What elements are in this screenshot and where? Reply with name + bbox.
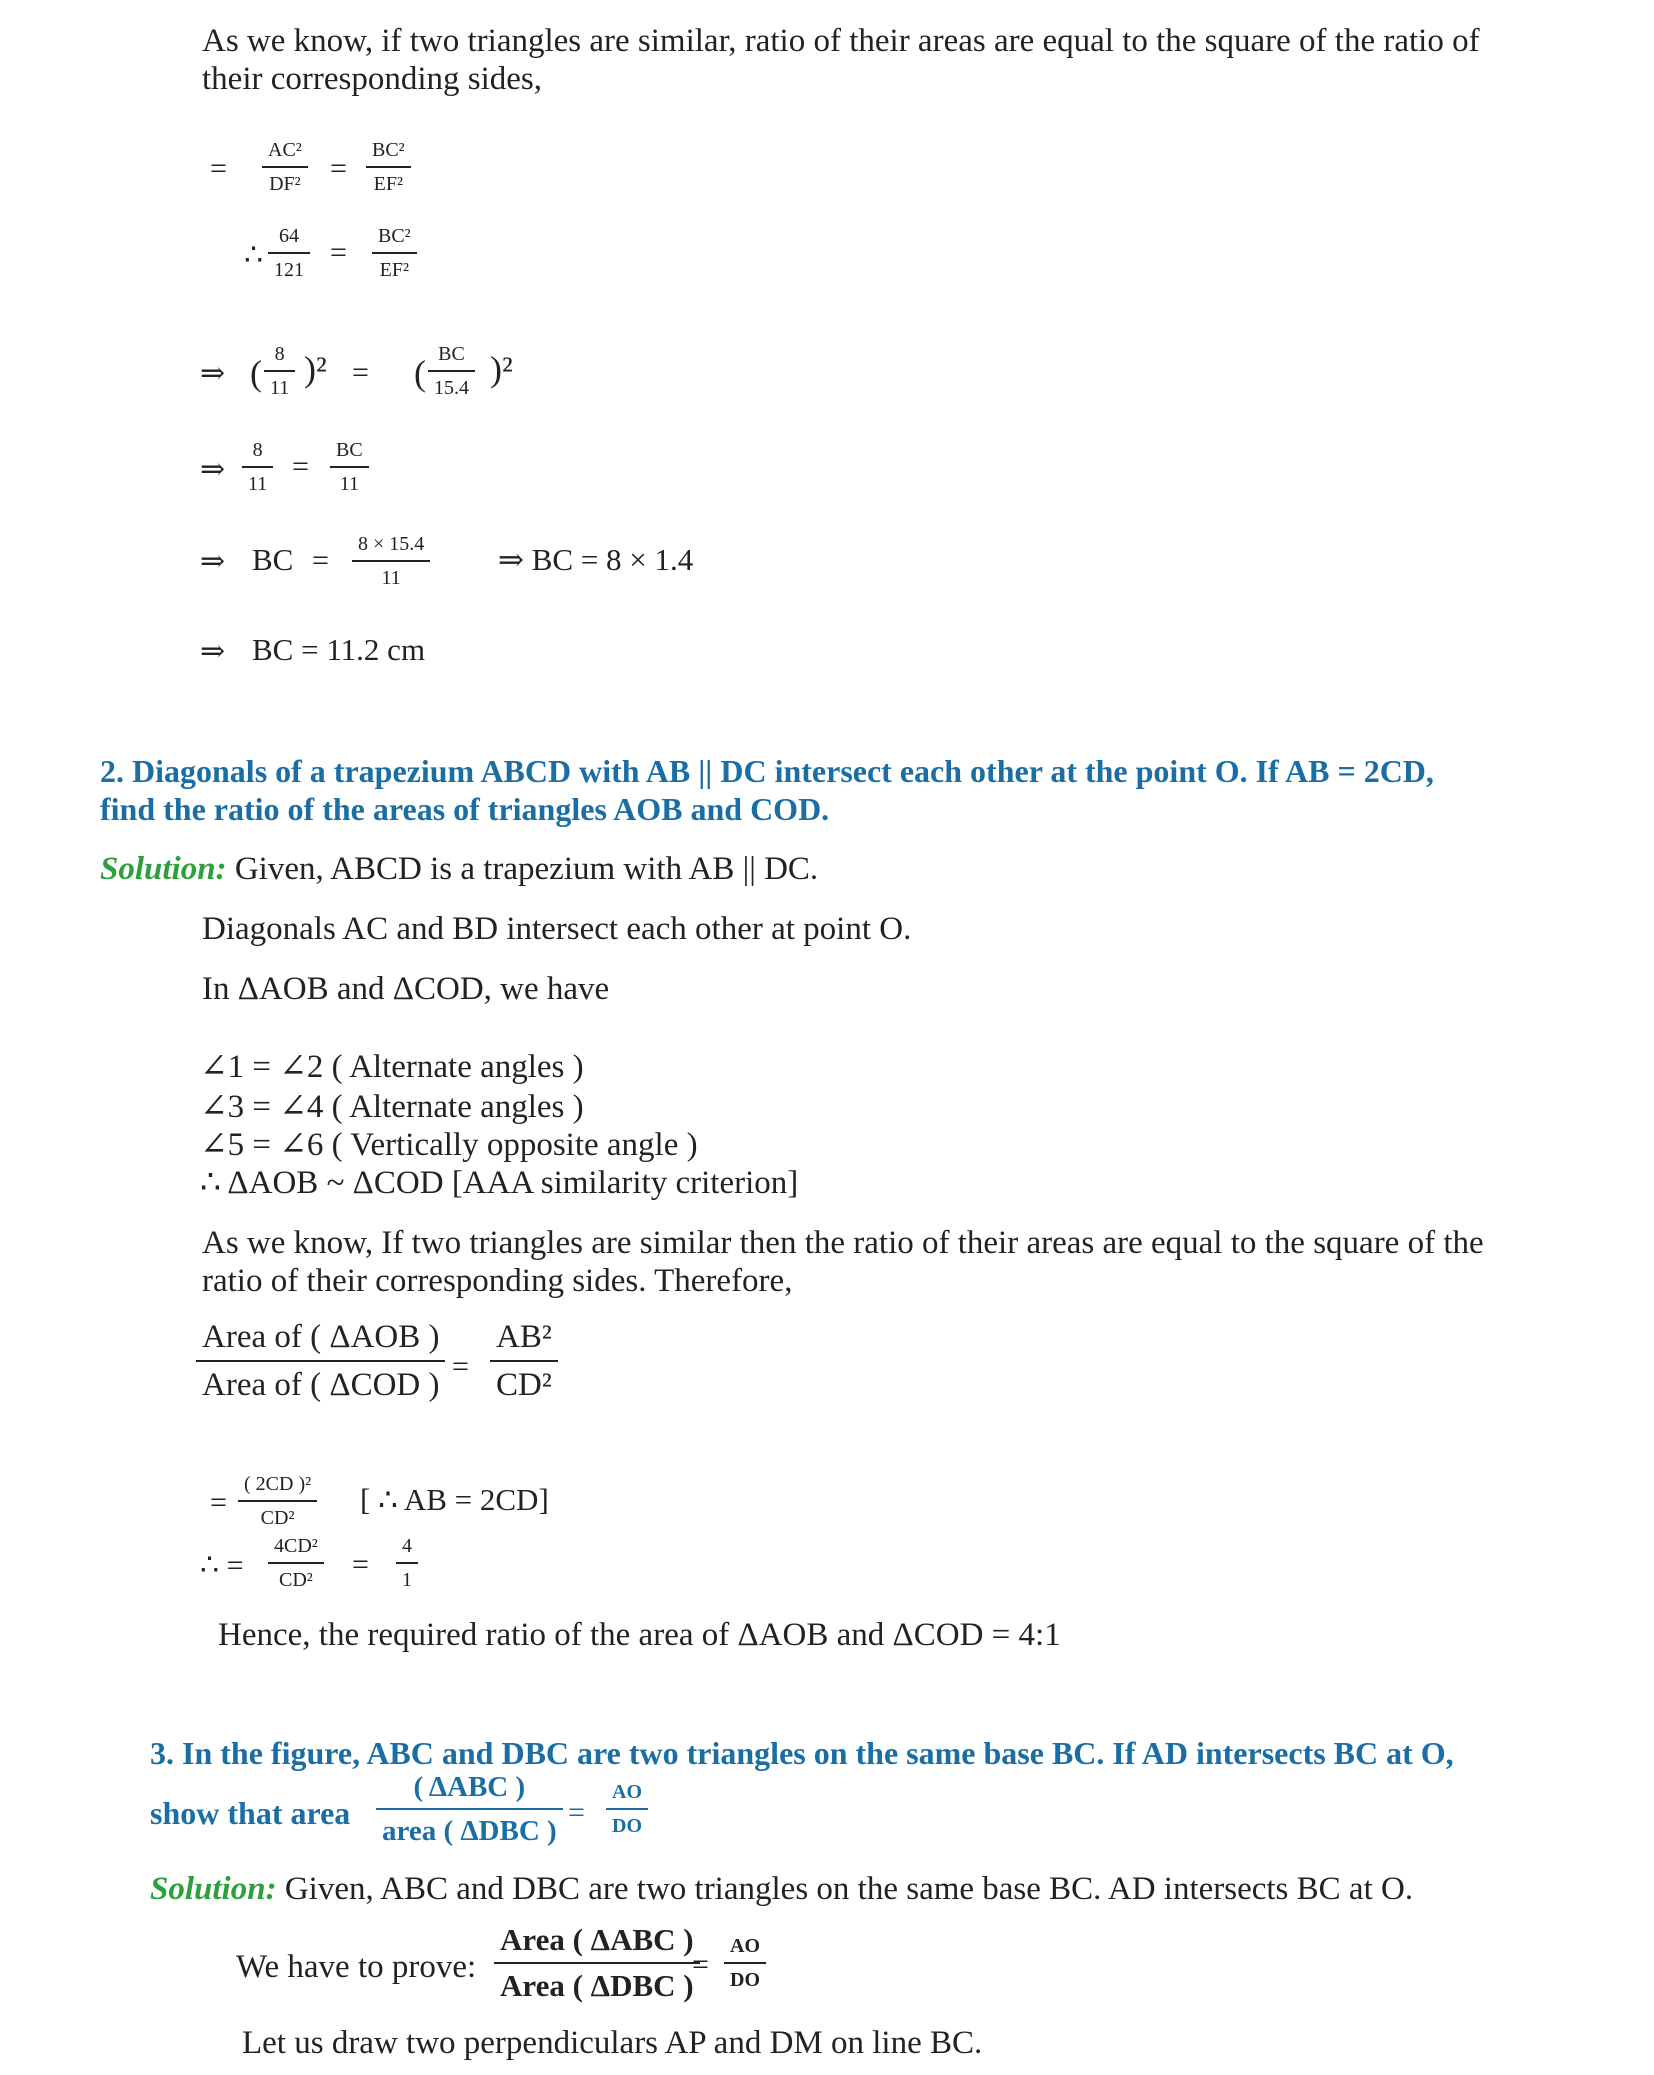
implies-symbol: ⇒ xyxy=(200,357,226,390)
numerator: AO xyxy=(730,1935,760,1957)
prove-label: We have to prove: xyxy=(236,1949,477,1985)
open-paren: ( xyxy=(414,353,426,393)
fraction-8x15-4-11 xyxy=(352,532,430,590)
numerator: ( 2CD )² xyxy=(244,1473,312,1495)
reason-note: [ ∴ AB = 2CD] xyxy=(360,1482,549,1517)
denominator: CD² xyxy=(496,1367,552,1403)
fraction-8-11 xyxy=(264,342,295,400)
fraction-bc-ef-2 xyxy=(372,224,417,282)
fraction-abc-dbc xyxy=(376,1770,563,1848)
denominator: 11 xyxy=(248,473,268,495)
fraction-64-121 xyxy=(268,224,310,282)
open-paren: ( xyxy=(250,353,262,393)
intro-line-2: their corresponding sides, xyxy=(202,61,543,97)
implies-symbol: ⇒ xyxy=(200,453,226,486)
question-2-line-2: find the ratio of the areas of triangles AOB and COD. xyxy=(100,791,830,827)
therefore-symbol: ∴ xyxy=(244,239,264,272)
equals-sign: = xyxy=(452,1350,469,1383)
fraction-ac-df xyxy=(262,138,308,196)
fraction-8-11-b xyxy=(242,438,273,496)
intro-line-1: As we know, if two triangles are similar, ratio of their areas are equal to the square of the ratio of xyxy=(202,23,1480,59)
denominator: 11 xyxy=(339,473,359,495)
denominator: Area ( ΔDBC ) xyxy=(500,1968,694,2003)
solution-text: Given, ABCD is a trapezium with AB || DC. xyxy=(226,851,819,887)
solution-label: Solution: xyxy=(100,851,227,887)
numerator: Area ( ΔABC ) xyxy=(500,1922,694,1957)
q2-conclusion: Hence, the required ratio of the area of ΔAOB and ΔCOD = 4:1 xyxy=(218,1617,1061,1653)
q2-know-line-1: As we know, If two triangles are similar then the ratio of their areas are equal to the square of the xyxy=(202,1225,1484,1261)
fraction-bc-ef xyxy=(366,138,411,196)
denominator: 11 xyxy=(270,377,290,399)
equals-sign: = xyxy=(210,1486,227,1519)
denominator: EF² xyxy=(379,259,410,281)
fraction-bc-15-4-b xyxy=(330,438,369,496)
numerator: ( ΔABC ) xyxy=(413,1771,526,1803)
denominator: area ( ΔDBC ) xyxy=(382,1815,557,1847)
fraction-2cd-cd xyxy=(238,1472,317,1530)
denominator: 11 xyxy=(381,567,401,589)
denominator: CD² xyxy=(260,1507,295,1529)
q2-line-b: In ΔAOB and ΔCOD, we have xyxy=(202,971,610,1007)
q2-line-a: Diagonals AC and BD intersect each other at point O. xyxy=(202,911,912,947)
numerator: AO xyxy=(612,1781,642,1803)
bc-final: BC = 11.2 cm xyxy=(252,632,426,667)
denominator: 1 xyxy=(402,1569,412,1591)
numerator: 64 xyxy=(279,225,299,247)
fraction-bc-15-4 xyxy=(428,342,475,400)
numerator: BC xyxy=(438,343,465,365)
close-paren-squared: )² xyxy=(490,349,513,389)
fraction-ao-do-2 xyxy=(724,1934,766,1992)
denominator: 121 xyxy=(274,259,304,281)
question-2-line-1: 2. Diagonals of a trapezium ABCD with AB || DC intersect each other at the point O. If AB = 2CD, xyxy=(100,753,1434,789)
equals-sign: = xyxy=(352,1548,369,1581)
denominator: CD² xyxy=(279,1569,313,1591)
denominator: DO xyxy=(612,1815,642,1837)
fraction-area-aob-cod xyxy=(196,1318,445,1404)
denominator: EF² xyxy=(373,173,404,195)
therefore-equals: ∴ = xyxy=(200,1549,244,1582)
implies-symbol: ⇒ xyxy=(200,635,226,668)
equals-sign: = xyxy=(210,152,227,185)
question-3-line-2: show that area xyxy=(150,1795,351,1831)
equals-sign: = xyxy=(568,1796,585,1829)
denominator: DO xyxy=(730,1969,760,1991)
numerator: 8 xyxy=(252,439,263,461)
numerator: Area of ( ΔAOB ) xyxy=(202,1319,440,1355)
bc-result-step: ⇒ BC = 8 × 1.4 xyxy=(498,542,694,577)
numerator: AC² xyxy=(268,139,302,161)
fraction-ao-do xyxy=(606,1780,648,1838)
numerator: 8 xyxy=(274,343,285,365)
denominator: 15.4 xyxy=(434,377,469,399)
denominator: Area of ( ΔCOD ) xyxy=(202,1367,440,1403)
fraction-area-abc-dbc xyxy=(494,1922,700,2004)
fraction-ab-cd xyxy=(490,1318,558,1404)
equals-sign: = xyxy=(692,1948,709,1981)
bc-label: BC xyxy=(252,542,294,577)
numerator: BC² xyxy=(378,225,411,247)
denominator: DF² xyxy=(269,173,301,195)
solution-label: Solution: xyxy=(150,1871,277,1907)
implies-symbol: ⇒ xyxy=(200,545,226,578)
similarity-line: ∴ ΔAOB ~ ΔCOD [AAA similarity criterion] xyxy=(200,1165,799,1201)
q2-solution xyxy=(100,850,818,888)
numerator: 4 xyxy=(402,1535,412,1557)
numerator: 8 × 15.4 xyxy=(358,533,425,555)
equals-sign: = xyxy=(352,356,369,389)
equals-sign: = xyxy=(330,152,347,185)
q2-know-line-2: ratio of their corresponding sides. Therefore, xyxy=(202,1263,793,1299)
close-paren-squared: )² xyxy=(304,349,327,389)
q3-solution xyxy=(150,1870,1413,1908)
fraction-4cd-cd xyxy=(268,1534,324,1592)
fraction-4-1 xyxy=(396,1534,418,1592)
solution-text: Given, ABC and DBC are two triangles on the same base BC. AD intersects BC at O. xyxy=(276,1871,1414,1907)
equals-sign: = xyxy=(292,450,309,483)
numerator: BC² xyxy=(372,139,405,161)
q3-draw-line: Let us draw two perpendiculars AP and DM on line BC. xyxy=(242,2025,983,2061)
numerator: AB² xyxy=(496,1319,552,1355)
angle-line-1: ∠1 = ∠2 ( Alternate angles ) xyxy=(200,1049,584,1085)
angle-line-2: ∠3 = ∠4 ( Alternate angles ) xyxy=(200,1089,584,1125)
angle-line-3: ∠5 = ∠6 ( Vertically opposite angle ) xyxy=(200,1127,698,1163)
question-3-line-1: 3. In the figure, ABC and DBC are two triangles on the same base BC. If AD intersects BC at O, xyxy=(150,1735,1454,1771)
numerator: 4CD² xyxy=(274,1535,318,1557)
equals-sign: = xyxy=(312,544,329,577)
numerator: BC xyxy=(336,439,363,461)
equals-sign: = xyxy=(330,236,347,269)
